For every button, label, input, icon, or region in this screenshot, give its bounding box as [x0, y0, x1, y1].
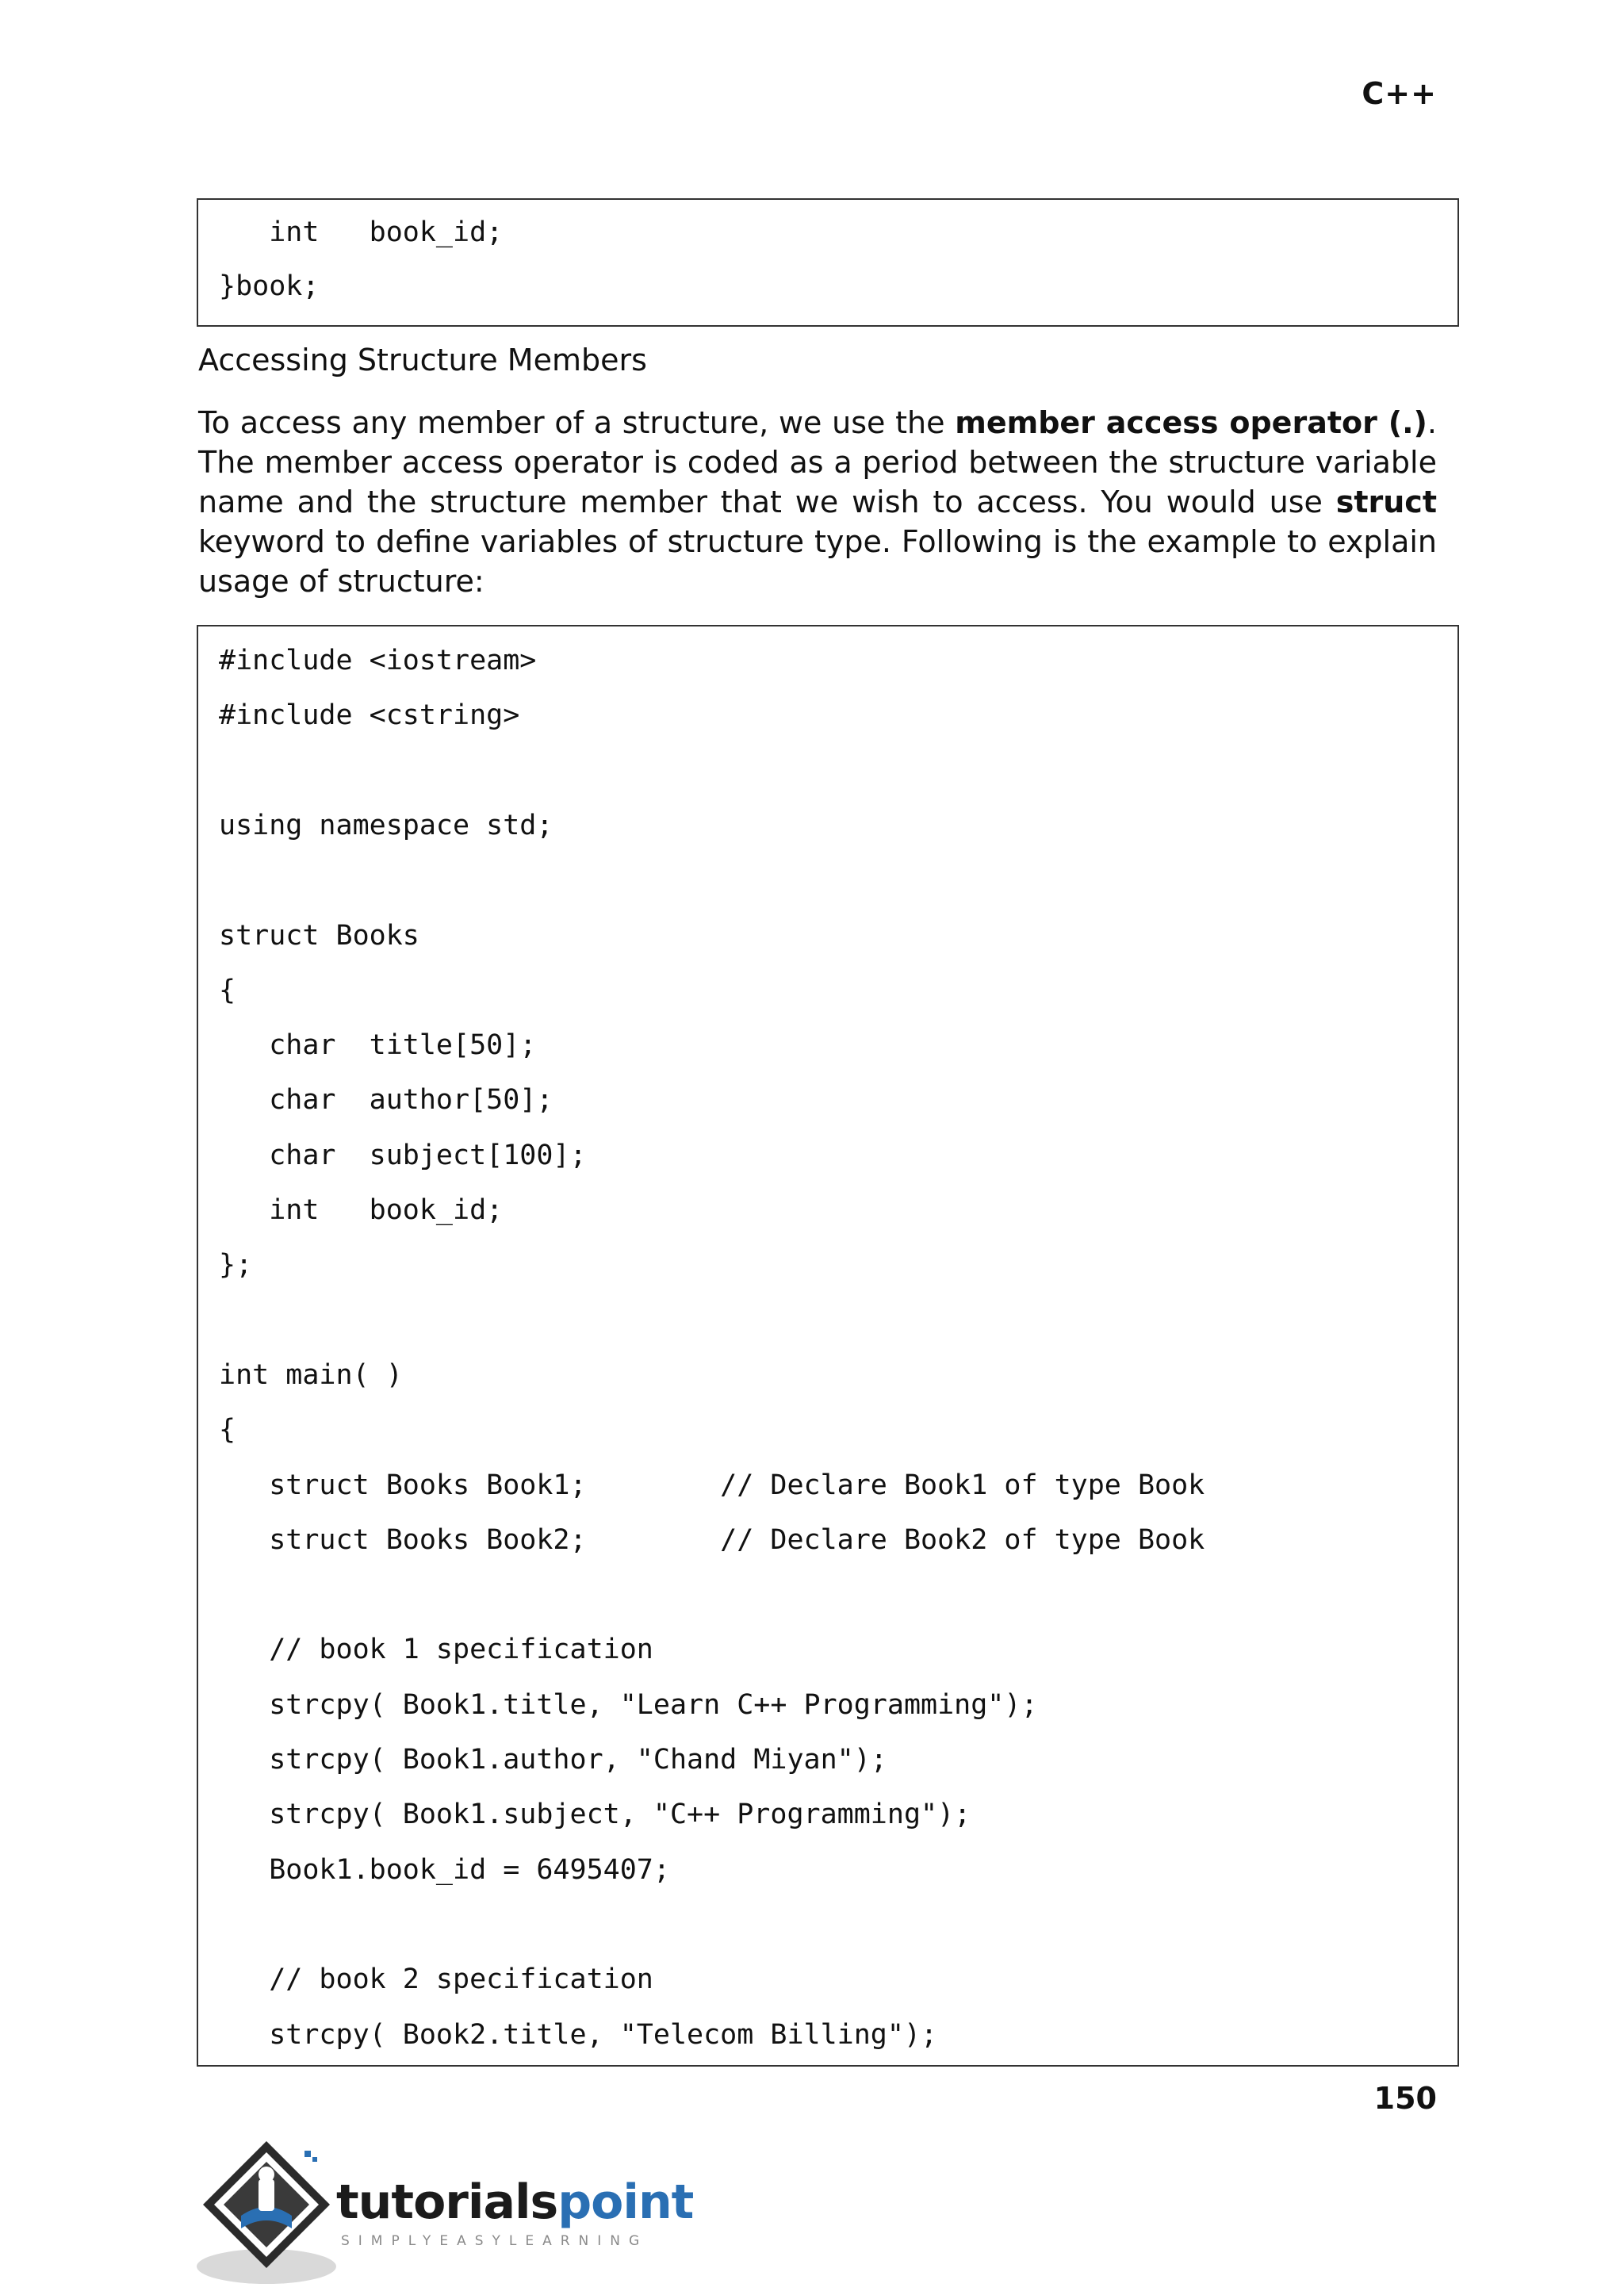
code-block-1	[197, 198, 1459, 327]
paragraph-bold-term: member access operator (.)	[955, 405, 1427, 440]
paragraph-text: . The member access operator is coded as a period between the structure variable name and the structure member that we wish to access. You would use	[198, 405, 1437, 519]
logo-tagline: SIMPLYEASYLEARNING	[341, 2233, 649, 2249]
code-line: strcpy( Book2.title, "Telecom Billing");	[219, 2018, 938, 2051]
code-line: // book 2 specification	[219, 1964, 653, 1996]
code-line: struct Books	[219, 919, 419, 952]
code-line: char author[50];	[219, 1084, 553, 1117]
code-line: strcpy( Book1.subject, "C++ Programming");	[219, 1799, 971, 1831]
logo-wordmark-part-2: point	[557, 2174, 694, 2230]
logo-wordmark	[336, 2174, 693, 2230]
code-line: // book 1 specification	[219, 1634, 653, 1666]
code-line: using namespace std;	[219, 809, 553, 841]
code-line: #include <cstring>	[219, 699, 520, 732]
code-line: #include <iostream>	[219, 645, 537, 676]
section-heading: Accessing Structure Members	[198, 343, 647, 377]
code-line: char subject[100];	[219, 1139, 587, 1171]
tutorialspoint-logo	[193, 2133, 694, 2292]
code-line: {	[219, 974, 236, 1006]
page-number: 150	[1373, 2081, 1437, 2116]
logo-diamond-icon	[193, 2133, 336, 2292]
code-line: int book_id;	[219, 1194, 504, 1226]
code-line: strcpy( Book1.author, "Chand Miyan");	[219, 1744, 887, 1776]
code-line: };	[219, 1249, 253, 1282]
code-line: Book1.book_id = 6495407;	[219, 1853, 670, 1886]
code-line: int book_id;	[219, 216, 504, 248]
code-line: {	[219, 1414, 236, 1446]
code-line: strcpy( Book1.title, "Learn C++ Programming");	[219, 1688, 1038, 1721]
paragraph-text: keyword to define variables of structure type. Following is the example to explain usage of structure:	[198, 524, 1437, 599]
page-header-title: C++	[1362, 76, 1437, 111]
paragraph-bold-keyword: struct	[1335, 485, 1437, 519]
code-line: struct Books Book1; // Declare Book1 of type Book	[219, 1469, 1205, 1501]
code-line: struct Books Book2; // Declare Book2 of type Book	[219, 1523, 1205, 1556]
code-line: int main( )	[219, 1358, 403, 1391]
logo-wordmark-part-1: tutorials	[336, 2174, 558, 2230]
code-block-2	[197, 625, 1459, 2067]
code-line: char title[50];	[219, 1029, 537, 1062]
paragraph-text: To access any member of a structure, we use the	[198, 405, 956, 440]
code-line: }book;	[219, 270, 320, 302]
body-paragraph	[198, 403, 1437, 601]
